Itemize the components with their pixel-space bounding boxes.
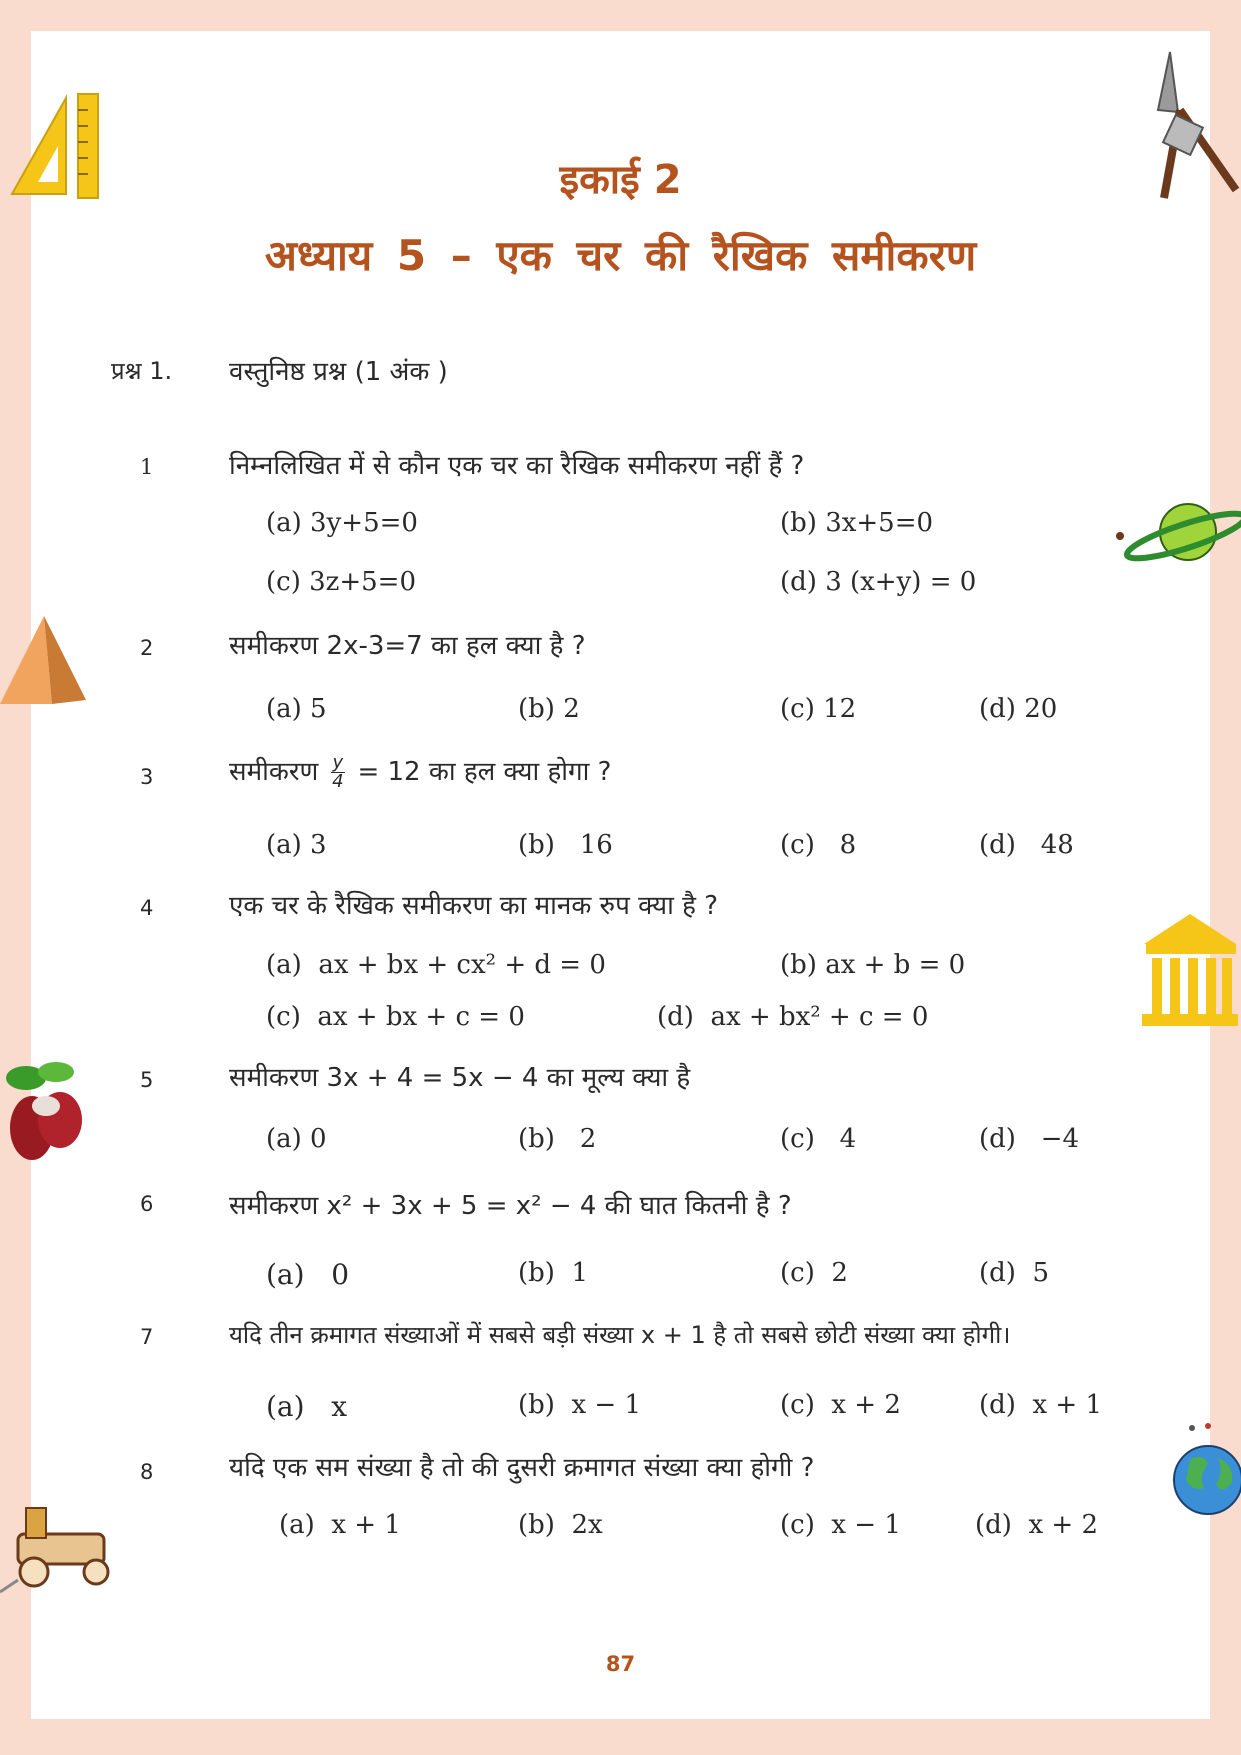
- globe-icon: [1168, 1422, 1241, 1522]
- option-b: (b) 2: [518, 1124, 597, 1154]
- option-a: (a) 0: [266, 1258, 350, 1291]
- question-text: यदि एक सम संख्या है तो की दुसरी क्रमागत संख्या क्या होगी ?: [229, 1453, 815, 1483]
- option-b: (b) 2x: [518, 1510, 603, 1540]
- option-b: (b) 16: [518, 830, 613, 860]
- option-c: (c) 4: [780, 1124, 857, 1154]
- option-c: (c) ax + bx + c = 0: [266, 1002, 525, 1032]
- option-b: (b) 1: [518, 1258, 589, 1288]
- question-number: 4: [140, 896, 154, 920]
- option-d: (d) −4: [979, 1124, 1080, 1154]
- option-a: (a) 3: [266, 830, 327, 860]
- question-text: समीकरण 2x-3=7 का हल क्या है ?: [229, 631, 586, 661]
- option-c: (c) 2: [780, 1258, 848, 1288]
- fraction-numerator: y: [332, 752, 344, 773]
- chapter-title: अध्याय 5 – एक चर की रैखिक समीकरण: [264, 231, 977, 280]
- option-a: (a) 5: [266, 694, 327, 724]
- option-c: (c) 8: [780, 830, 857, 860]
- option-d: (d) 5: [979, 1258, 1050, 1288]
- option-c: (c) x + 2: [780, 1390, 901, 1420]
- option-c: (c) x − 1: [780, 1510, 901, 1540]
- option-a: (a) ax + bx + cx² + d = 0: [266, 950, 606, 980]
- planet-icon: [1110, 500, 1241, 570]
- option-b: (b) 2: [518, 694, 580, 724]
- question-number: 3: [140, 765, 154, 789]
- option-d: (d) x + 2: [975, 1510, 1098, 1540]
- fraction-denominator: 4: [332, 771, 344, 792]
- unit-title: इकाई 2: [559, 157, 682, 203]
- question-number: 8: [140, 1460, 154, 1484]
- option-d: (d) 20: [979, 694, 1058, 724]
- option-d: (d) 48: [979, 830, 1074, 860]
- fraction: [331, 754, 346, 791]
- option-d: (d) x + 1: [979, 1390, 1102, 1420]
- temple-icon: [1140, 910, 1241, 1030]
- question-text-prefix: समीकरण: [229, 757, 319, 787]
- question-number: 1: [140, 455, 154, 479]
- cart-icon: [0, 1500, 126, 1600]
- question-text: एक चर के रैखिक समीकरण का मानक रुप क्या है ?: [229, 891, 718, 921]
- page-number: 87: [605, 1652, 636, 1676]
- option-d: (d) ax + bx² + c = 0: [657, 1002, 929, 1032]
- question-number: 2: [140, 636, 154, 660]
- section-label: वस्तुनिष्ठ प्रश्न (1 अंक ): [229, 357, 448, 387]
- section-number: प्रश्न 1.: [111, 357, 173, 385]
- question-number: 7: [140, 1325, 154, 1349]
- option-a: (a) 0: [266, 1124, 327, 1154]
- option-b: (b) 3x+5=0: [780, 508, 934, 538]
- question-text: [229, 752, 611, 791]
- question-text: निम्नलिखित में से कौन एक चर का रैखिक समीकरण नहीं हैं ?: [229, 451, 805, 481]
- question-text: समीकरण x² + 3x + 5 = x² − 4 की घात कितनी है ?: [229, 1191, 792, 1221]
- option-a: (a) x: [266, 1390, 348, 1423]
- option-a: (a) 3y+5=0: [266, 508, 418, 538]
- pyramid-icon: [0, 612, 90, 708]
- question-number: 5: [140, 1068, 154, 1092]
- option-c: (c) 3z+5=0: [266, 567, 417, 597]
- option-b: (b) x − 1: [518, 1390, 641, 1420]
- option-c: (c) 12: [780, 694, 857, 724]
- option-d: (d) 3 (x+y) = 0: [780, 567, 977, 597]
- option-b: (b) ax + b = 0: [780, 950, 966, 980]
- question-text: समीकरण 3x + 4 = 5x − 4 का मूल्य क्या है: [229, 1063, 691, 1093]
- plant-icon: [2, 1058, 88, 1166]
- question-text: यदि तीन क्रमागत संख्याओं में सबसे बड़ी संख्या x + 1 है तो सबसे छोटी संख्या क्या होगी।: [229, 1321, 1011, 1349]
- question-number: 6: [140, 1192, 154, 1216]
- question-text-suffix: = 12 का हल क्या होगा ?: [357, 757, 612, 787]
- option-a: (a) x + 1: [279, 1510, 401, 1540]
